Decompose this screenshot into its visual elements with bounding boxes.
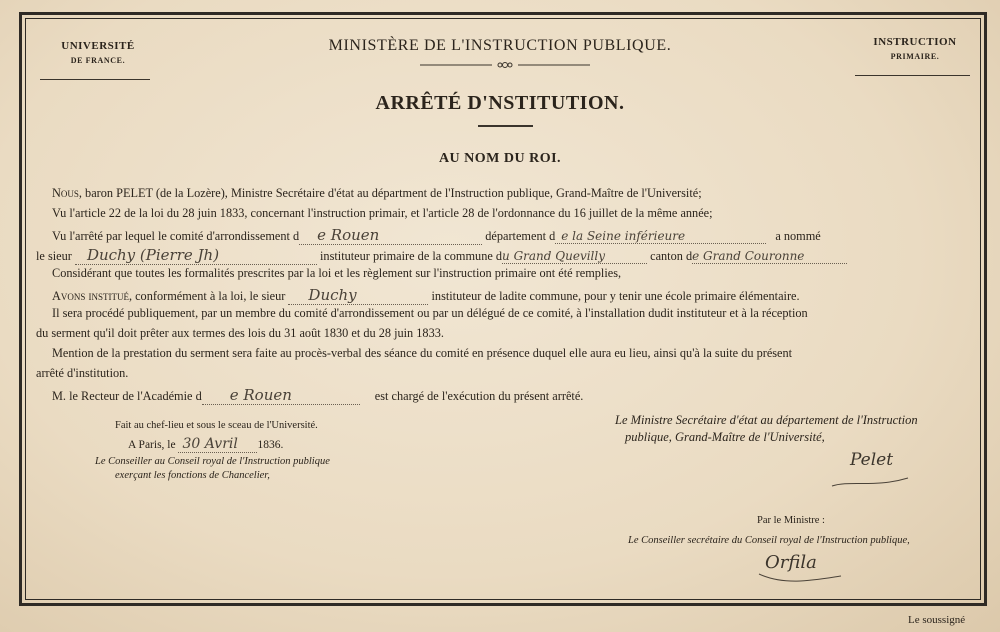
- signature-orfila: Orfila: [765, 552, 817, 573]
- ministere-ornament: [420, 60, 590, 70]
- line11-text-b: est chargé de l'exécution du présent arrêté.: [374, 389, 584, 403]
- a-paris-text: A Paris, le: [128, 439, 176, 451]
- de-france-label: DE FRANCE.: [70, 56, 126, 65]
- line6-text-a: , conformément à la loi, le sieur: [128, 289, 286, 303]
- conseiller-line-2: exerçant les fonctions de Chancelier,: [115, 470, 270, 481]
- line3-text-c: a nommé: [775, 229, 821, 243]
- primaire-label: PRIMAIRE.: [890, 52, 940, 61]
- handwritten-academie: e Rouen: [202, 386, 360, 405]
- line3-text-b: département d: [485, 229, 556, 243]
- body-line-2: Vu l'article 22 de la loi du 28 juin 1833, concernant l'instruction primair, et l'article 28 de l'ordonnance du 16 juillet de la même année;: [52, 206, 713, 220]
- body-line-1: [52, 186, 702, 201]
- handwritten-sieur-short: Duchy: [288, 286, 428, 305]
- line11-text-a: M. le Recteur de l'Académie d: [52, 389, 202, 403]
- handwritten-date: 30 Avril: [178, 436, 257, 453]
- body-line-3: [52, 226, 821, 245]
- nous-word: Nous: [52, 186, 79, 200]
- par-le-ministre: Par le Ministre :: [757, 515, 825, 526]
- line1-text: , baron PELET (de la Lozère), Ministre Secrétaire d'état au départment de l'Instruction publique, Grand-Maître de l'Université;: [78, 186, 702, 200]
- fait-au-chef-lieu: Fait au chef-lieu et sous le sceau de l'Université.: [115, 420, 318, 431]
- conseiller-line-1: Le Conseiller au Conseil royal de l'Instruction publique: [95, 456, 330, 467]
- document-title: ARRÊTÉ D'NSTITUTION.: [375, 92, 625, 114]
- line3-text-a: Vu l'arrêté par lequel le comité d'arrondissement d: [52, 229, 300, 243]
- body-line-5: Considérant que toutes les formalités prescrites par la loi et les règlement sur l'instruction primaire ont été remplies,: [52, 266, 622, 280]
- line6-text-b: instituteur de ladite commune, pour y tenir une école primaire élémentaire.: [431, 289, 800, 303]
- handwritten-departement: e la Seine inférieure: [555, 229, 766, 244]
- line4-text-a: le sieur: [36, 249, 72, 263]
- handwritten-commune: u Grand Quevilly: [502, 249, 647, 264]
- body-line-4: [36, 246, 847, 265]
- line4-text-b: instituteur primaire de la commune d: [320, 249, 503, 263]
- au-nom-du-roi: AU NOM DU ROI.: [438, 151, 562, 166]
- line4-text-c: canton d: [650, 249, 693, 263]
- avons-institue: Avons institué: [52, 289, 129, 303]
- instruction-label: INSTRUCTION: [873, 36, 957, 48]
- handwritten-arrondissement: e Rouen: [299, 226, 482, 245]
- signature-pelet: Pelet: [850, 450, 894, 470]
- signature-orfila-flourish: [755, 570, 845, 586]
- le-soussigne: Le soussigné: [908, 614, 966, 626]
- ministre-line-1: Le Ministre Secrétaire d'état au département de l'Instruction: [615, 413, 918, 427]
- title-rule: [478, 125, 533, 127]
- body-line-7: Il sera procédé publiquement, par un membre du comité d'arrondissement ou par un délégué de ce comité, à l'installation dudit instituteur et à la réception: [52, 306, 808, 320]
- ministere-heading: MINISTÈRE DE L'INSTRUCTION PUBLIQUE.: [328, 37, 672, 54]
- date-line: [128, 436, 283, 453]
- body-line-10: arrêté d'institution.: [36, 366, 129, 380]
- signature-pelet-flourish: [830, 474, 910, 490]
- universite-label: UNIVERSITÉ: [61, 40, 135, 52]
- handwritten-sieur-name: Duchy (Pierre Jh): [75, 246, 317, 265]
- left-flourish: [40, 79, 150, 80]
- ministre-line-2: publique, Grand-Maître de l'Université,: [625, 430, 825, 444]
- body-line-11: [52, 386, 583, 405]
- year-text: 1836.: [257, 439, 284, 451]
- right-flourish: [855, 75, 970, 76]
- body-line-8: du serment qu'il doit prêter aux termes des lois du 31 août 1830 et du 28 juin 1833.: [36, 326, 444, 340]
- body-line-6: [52, 286, 800, 305]
- conseiller-secretaire: Le Conseiller secrétaire du Conseil royal de l'Instruction publique,: [628, 535, 910, 546]
- handwritten-canton: e Grand Couronne: [692, 249, 847, 264]
- body-line-9: Mention de la prestation du serment sera faite au procès-verbal des séance du comité en présence duquel elle aura eu lieu, ainsi qu'à la suite du présent: [52, 346, 793, 360]
